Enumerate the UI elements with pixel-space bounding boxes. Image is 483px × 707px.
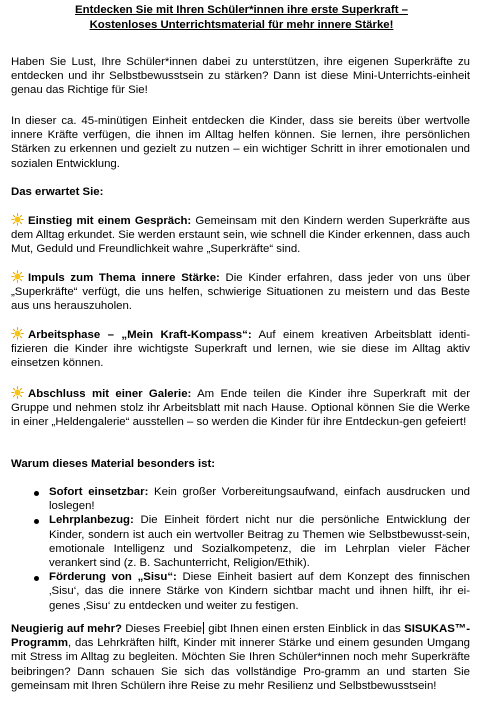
title-line-2: Kostenloses Unterrichtsmaterial für mehr innere Stärke! — [89, 18, 394, 31]
why-heading: Warum dieses Material besonders ist: — [11, 458, 216, 470]
reason-text: Kein großer Vorbereitungsaufwand, einfach ausdrucken und loslegen! — [49, 486, 470, 513]
sun-icon — [11, 272, 28, 284]
reason-label: Lehrplanbezug: — [49, 514, 134, 527]
reason-label: Förderung von „Sisu“: — [49, 571, 177, 584]
reason-text: Die Einheit fördert nicht nur die persönliche Entwicklung der Kinder, sondern ist auch ein wertvoller Beitrag zu Themen wie Selbstbewusst-sein, emotionale Intelligenz und Sozialkompetenz, die im Lehrplan vieler Fächer verankert sind (z. B. Sachunterricht, Religion/Ethik). — [49, 514, 470, 570]
phase-item — [11, 386, 470, 430]
phase-item — [11, 270, 470, 314]
reason-label: Sofort einsetzbar: — [49, 486, 149, 498]
closing-text: gibt Ihnen einen ersten Einblick in das — [205, 623, 405, 635]
text-cursor — [203, 622, 204, 634]
program-name: SISUKAS™-Programm — [11, 623, 470, 650]
closing-paragraph — [11, 622, 470, 693]
phase-label: Arbeitsphase – „Mein Kraft-Kompass“: — [28, 329, 252, 341]
sun-icon — [11, 215, 28, 227]
phase-text: Die Kinder erfahren, dass jeder von uns über „Superkräfte“ verfügt, die uns helfen, schwierige Situationen zu meistern und das Beste aus uns herauszuholen. — [11, 272, 470, 313]
sun-icon — [11, 388, 28, 400]
phase-label: Abschluss mit einer Galerie: — [28, 388, 192, 400]
bullet-icon — [34, 491, 39, 496]
phase-label: Einstieg mit einem Gespräch: — [28, 215, 192, 227]
expect-heading: Das erwartet Sie: — [11, 186, 104, 198]
title-line-1: Entdecken Sie mit Ihren Schüler*innen ihre erste Superkraft – — [75, 4, 408, 16]
bullet-icon — [34, 519, 39, 524]
list-item — [11, 513, 470, 570]
reasons-list — [11, 485, 470, 613]
list-item — [11, 570, 470, 613]
sun-icon — [11, 329, 28, 341]
phase-text: Auf einem kreativen Arbeitsblatt identi-fizieren die Kinder ihre wichtigste Superkraft und lernen, wie sie diese im Alltag aktiv einsetzen können. — [11, 329, 470, 370]
reason-text: Diese Einheit basiert auf dem Konzept des finnischen ‚Sisu‘, das die innere Stärke von Kindern sichtbar macht und ihnen hilft, ihr ei-genes ‚Sisu‘ zu entdecken und weiter zu festigen. — [49, 571, 470, 612]
closing-text: , das Lehrkräften hilft, Kinder mit innerer Stärke und einem gesunden Umgang mit Stress im Alltag zu begleiten. Möchten Sie Ihren Schüler*innen noch mehr Superkräfte beibringen? Dann schauen Sie sich das vollständige Pro-gramm an und starten Sie gemeinsam mit Ihren Schülern ihre Reise zu mehr Resilienz und Selbstbewusstsein! — [11, 637, 470, 692]
phase-text: Gemeinsam mit den Kindern werden Superkräfte aus dem Alltag erkundet. Sie werden erstaunt sein, wie schnell die Kinder erkennen, dass auch Mut, Geduld und Freundlichkeit wahre „Superkräfte“ sind. — [11, 215, 470, 256]
closing-label: Neugierig auf mehr? — [11, 623, 122, 635]
document-title — [20, 3, 463, 32]
phase-text: Am Ende teilen die Kinder ihre Superkraft mit der Gruppe und nehmen stolz ihr Arbeitsblatt mit nach Hause. Optional können Sie die Werke in einer „Heldengalerie“ ausstellen – so werden die Kinder für ihre Entdeckun-gen gefeiert! — [11, 388, 470, 429]
description-paragraph: In dieser ca. 45-minütigen Einheit entdecken die Kinder, dass sie bereits über wertvolle innere Kräfte verfügen, die ihnen im Alltag helfen können. Sie lernen, ihre persönlichen Stärken zu erkennen und gezielt zu nutzen – ein wichtiger Schritt in ihrer emotionalen und sozialen Entwicklung. — [11, 115, 470, 170]
intro-paragraph: Haben Sie Lust, Ihre Schüler*innen dabei zu unterstützen, ihre eigenen Superkräfte zu entdecken und ihr Selbstbewusstsein zu stärken? Dann ist diese Mini-Unterrichts-einheit genau das Richtige für Sie! — [11, 56, 470, 97]
phase-item — [11, 327, 470, 371]
list-item — [11, 485, 470, 513]
phase-item — [11, 213, 470, 257]
closing-text: Dieses Freebie — [122, 623, 203, 635]
phase-label: Impuls zum Thema innere Stärke: — [28, 272, 220, 284]
bullet-icon — [34, 576, 39, 581]
